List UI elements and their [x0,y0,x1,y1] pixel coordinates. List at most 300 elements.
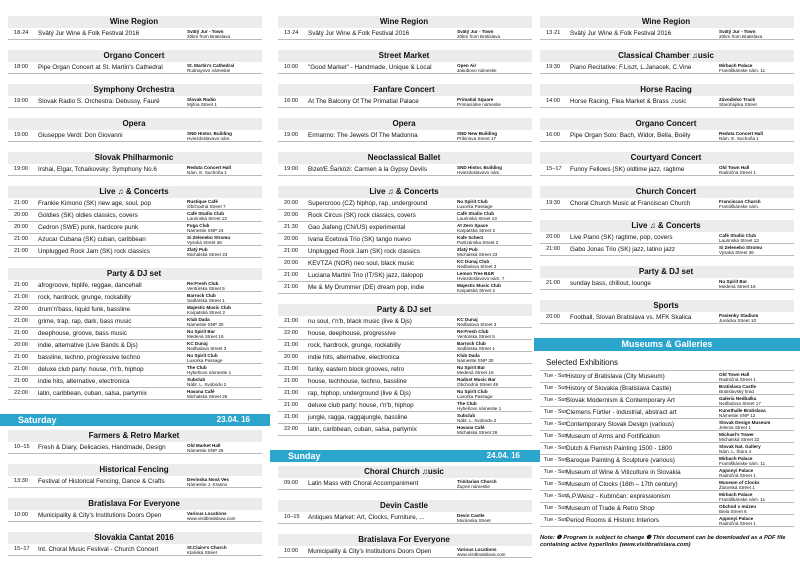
event-venue[interactable] [187,329,262,340]
venue-name: Majestic Music Club [187,304,231,310]
exhibition-venue[interactable] [719,420,794,431]
event-title: deluxe club party: house, r'n'b, hiphop [38,366,144,373]
event-time: 21:00 [14,354,28,360]
venue-address: Karpatská Street 2 [187,309,226,315]
event-venue[interactable] [187,305,262,316]
venue-address: Karpatská Street 2 [457,227,496,233]
event-time: 21:00 [546,280,560,286]
venue-name: Trinitarian Church [457,478,497,484]
venue-name: Museum of Clocks [719,479,760,485]
event-row [278,130,532,142]
venue-address: Nám. E. Suchoňa 1 [719,135,759,141]
venue-name: Primatial Square [457,96,494,102]
section-header [540,152,794,164]
event-venue[interactable] [457,211,532,222]
venue-address: Obchodná Street 48 [457,381,499,387]
section-gap [540,40,794,48]
event-row [8,340,262,352]
event-row [8,304,262,316]
section-gap [540,290,794,298]
venue-name: Franciscan Church [719,198,761,204]
venue-address: Nedbalova Street 3 [187,345,227,351]
event-title: Goldies (SK) oldies classics, covers [38,212,138,219]
event-venue[interactable] [187,211,262,222]
event-title: Unplugged Rock Jam (SK) rock classics [38,248,150,255]
event-venue[interactable] [457,479,532,490]
event-venue[interactable] [457,223,532,234]
section-title: Farmers & Retro Market [88,431,180,440]
event-venue[interactable] [187,235,262,246]
event-venue[interactable] [457,165,532,176]
venue-address: Hviezdoslavovo nám. [187,135,231,141]
event-time: 18·24 [14,30,29,36]
section-gap [8,556,262,564]
exhibition-venue[interactable] [719,444,794,455]
exhibition-title: Slovak Modernism & Contemporary Art [566,397,675,404]
event-venue[interactable] [719,313,794,324]
section-title: Devin Castle [379,501,429,510]
event-venue[interactable] [187,281,262,292]
event-time: 20:00 [284,200,298,206]
event-row [278,270,532,282]
event-row [540,312,794,324]
event-venue[interactable] [187,545,262,556]
exhibition-venue[interactable] [719,480,794,491]
event-title: nu soul, r'n'b, black music (live & Djs) [308,318,412,325]
exhibition-row [540,407,794,419]
exhibition-row [540,491,794,503]
event-row [278,210,532,222]
event-title: Irshai, Elgar, Tchaikovsky: Symphony No.6 [38,166,157,173]
event-venue[interactable] [187,317,262,328]
section-title: Party & DJ set [638,267,694,276]
event-time: 15–17 [14,546,30,552]
section-title: Classical Chamber ♫usic [618,51,714,60]
event-title: Luciana Martini Trio (IT/SK) jazz, italopop [308,272,424,279]
event-venue[interactable] [457,377,532,388]
venue-name: Havana Café [457,424,485,430]
event-time: 21:00 [14,294,28,300]
venue-name: Zlatý Pub [187,246,208,252]
event-venue[interactable] [457,97,532,108]
venue-name: Mirbach Palace [719,455,753,461]
exhibition-venue[interactable] [719,396,794,407]
event-time: 16:00 [284,98,298,104]
event-venue[interactable] [187,377,262,388]
venue-address: Medená Street 16 [187,333,224,339]
exhibition-venue[interactable] [719,408,794,419]
event-title: jungle, ragga, raggajungle, bassline [308,414,408,421]
event-venue[interactable] [457,317,532,328]
event-time: 13·24 [284,30,299,36]
section-gap [8,40,262,48]
venue-address: Sedlárska Street 1 [457,345,495,351]
section-title: Wine Region [641,17,691,26]
footer-note: Note: ❶ Program is subject to change ❶ This document can be downloaded as a PDF file containing active hyperlinks (www.visitbratislava.com) [540,535,786,548]
event-title: afrogroove, hiplife, reggae, dancehall [38,282,142,289]
exhibition-venue[interactable] [719,492,794,503]
event-title: latin, caribbean, cuban, salsa, partymix [308,426,417,433]
event-row [8,316,262,328]
venue-name: Nu Spirit Bar [187,328,216,334]
event-venue[interactable] [719,97,794,108]
section-gap [8,488,262,496]
event-title: Municipality & City's Institutions Doors Open [38,512,162,519]
column-sunday [540,14,794,527]
venue-name: Apponyi Palace [719,515,754,521]
event-time: 21:00 [284,318,298,324]
venue-name: Devínska Nová Ves [187,476,229,482]
venue-address: Primaciálne námestie [457,101,501,107]
event-row [8,130,262,142]
event-venue[interactable] [187,165,262,176]
section-gap [278,524,532,532]
section-header [8,464,262,476]
venue-address: Nábr. L. Svobodu 2 [187,381,227,387]
venue-address: Laurinská Street 13 [719,237,759,243]
event-title: funky, eastern block grooves, retro [308,366,405,373]
exhibition-row [540,383,794,395]
event-venue[interactable] [719,245,794,256]
event-venue[interactable] [457,401,532,412]
event-row [8,198,262,210]
event-row [540,278,794,290]
section-gap [8,258,262,266]
event-row [540,164,794,176]
venue-name: Nu Spirit Bar [719,278,748,284]
venue-address: Námestie SNP 30 [457,357,494,363]
event-title: Svätý Jur Wine & Folk Festival 2016 [308,30,410,37]
venue-address: Ventúrska Street 5 [187,285,225,291]
section-header [278,466,532,478]
exhibition-days: Tue - Sun [544,385,568,391]
event-row [278,340,532,352]
event-time: 20:00 [284,236,298,242]
exhibition-venue[interactable] [719,468,794,479]
event-row [278,234,532,246]
venue-name: Mirbach Palace [719,491,753,497]
event-row [278,376,532,388]
event-row [8,280,262,292]
section-header [540,266,794,278]
event-row [278,478,532,490]
event-row [278,258,532,270]
section-header [540,16,794,28]
venue-name: Kafe Scherz [457,234,484,240]
event-venue[interactable] [457,247,532,258]
event-venue[interactable] [457,271,532,282]
exhibition-days: Tue - Sun [544,397,568,403]
event-time: 19:00 [284,132,298,138]
venue-address: Muránska Street [457,517,491,523]
section-gap [278,176,532,184]
section-gap [278,436,532,444]
venue-address: Jakubovo námestie [457,67,497,73]
venue-name: Lemon Tree B&R [457,270,495,276]
exhibition-venue[interactable] [719,504,794,515]
event-venue[interactable] [187,389,262,400]
event-venue[interactable] [187,247,262,258]
exhibition-title: Dutch & Flemish Painting 1500 - 1800 [566,445,673,452]
event-title: house, techhouse, techno, bassline [308,378,407,385]
event-venue[interactable] [187,353,262,364]
venue-name: St.Claire's Church [187,544,227,550]
section-header [278,304,532,316]
event-venue[interactable] [457,341,532,352]
venue-name: Old Market Hall [187,442,221,448]
venue-address: Luxorka Passage [457,203,493,209]
venue-name: Klub Dada [457,352,480,358]
venue-address: Junácka Street 10 [719,317,757,323]
venue-name: Obchod v múzeu [719,503,757,509]
venue-address: Nedbalova Street 17 [719,400,761,406]
event-title: Slovak Radio S. Orchestra: Debussy, Fauré [38,98,160,105]
venue-address: Hybešovo námestie 1 [187,369,232,375]
event-title: indie hits, alternative, electronica [38,378,130,385]
section-title: Sports [653,301,679,310]
event-venue[interactable] [187,223,262,234]
venue-address: Obchodná Street 7 [187,203,226,209]
section-gap [8,142,262,150]
section-header [8,16,262,28]
section-header [8,430,262,442]
event-row [8,210,262,222]
section-gap [540,324,794,332]
column-friday [8,14,262,564]
venue-address: Františkánske nám. 11 [719,67,766,73]
event-title: Horse Racing, Flea Market & Brass ♫usic [570,98,687,105]
exhibition-row [540,479,794,491]
venue-address: Laurinská Street 13 [457,215,497,221]
exhibition-title: A.P.Weisz - Kubínčan: expressionism [566,493,671,500]
day-header [0,414,270,426]
event-venue[interactable] [187,477,262,488]
exhibition-row [540,467,794,479]
venue-address: Hviezdoslavovo nám. 7 [457,275,505,281]
venue-address: Karpatská Street 2 [457,287,496,293]
event-venue[interactable] [187,293,262,304]
event-row [8,62,262,74]
event-venue[interactable] [719,279,794,290]
venue-name: Open Air [457,62,477,68]
exhibition-days: Tue - Sun [544,517,568,523]
event-venue[interactable] [719,233,794,244]
event-time: 21:00 [284,414,298,420]
event-row [540,232,794,244]
event-time: 21:00 [284,342,298,348]
event-row [8,96,262,108]
event-time: 19:30 [546,64,560,70]
exhibition-venue[interactable] [719,372,794,383]
event-time: 19:00 [14,98,28,104]
venue-address: Radničná Street 1 [719,520,756,526]
event-venue[interactable] [719,29,794,40]
section-title: Slovak Philharmonic [94,153,174,162]
event-title: rock, hardrock, grunge, rockabilly [38,294,131,301]
section-header [278,50,532,62]
event-time: 21:00 [14,236,28,242]
event-venue[interactable] [457,199,532,210]
event-title: Rock Circus (SK) rock classics, covers [308,212,416,219]
venue-name: Bratislava Castle [719,383,757,389]
venue-address: Luxorka Passage [187,357,223,363]
event-venue[interactable] [187,29,262,40]
event-row [8,476,262,488]
section-header [8,498,262,510]
venue-address: 20km from Bratislava [719,33,763,39]
venue-name: Nu Spirit Club [457,388,488,394]
exhibition-days: Tue - Sun [544,457,568,463]
venue-address: Námestie SNP 12 [719,412,756,418]
event-time: 20:00 [546,314,560,320]
event-time: 19:30 [546,200,560,206]
event-time: 21:00 [14,378,28,384]
event-row [8,510,262,522]
event-venue[interactable] [457,235,532,246]
event-row [8,246,262,258]
section-header [278,84,532,96]
event-time: 21:00 [284,272,298,278]
venue-address: Ventúrska Street 5 [457,333,495,339]
event-time: 20:00 [14,224,28,230]
section-gap [278,40,532,48]
event-title: Funny Fellows (SK) oldtime jazz, ragtime [570,166,685,173]
event-venue[interactable] [187,365,262,376]
venue-address: Pribinova Street 17 [457,135,497,141]
exhibition-row [540,443,794,455]
exhibition-venue[interactable] [719,384,794,395]
event-row [278,512,532,524]
section-header [8,84,262,96]
venue-name: Nu Spirit Bar [457,364,486,370]
exhibition-days: Tue - Sun [544,409,568,415]
venue-address: Medená Street 16 [719,283,756,289]
event-time: 21:00 [284,248,298,254]
event-venue[interactable] [457,365,532,376]
event-row [278,364,532,376]
event-time: 20:00 [284,212,298,218]
section-header [8,268,262,280]
event-row [278,222,532,234]
event-venue[interactable] [457,353,532,364]
event-title: KEVTZA (NOR) neo soul, black music [308,260,415,267]
exhibition-title: Contemporary Slovak Design (various) [566,421,675,428]
section-title: Party & DJ set [106,269,162,278]
event-venue[interactable] [457,29,532,40]
venue-name: St. Martin's Cathedral [187,62,235,68]
venue-address: Námestie SNP 30 [187,321,224,327]
section-gap [278,294,532,302]
exhibition-days: Tue - Sun [544,445,568,451]
event-venue[interactable] [719,131,794,142]
event-time: 21:00 [14,248,28,254]
event-row [8,234,262,246]
event-row [540,198,794,210]
venue-name: Závodisko Track [719,96,756,102]
event-venue[interactable] [719,63,794,74]
venue-name: Re:Fresh Club [457,328,489,334]
event-venue[interactable] [719,165,794,176]
venue-address: Laurinská Street 13 [187,215,227,221]
event-venue[interactable] [457,259,532,270]
section-title: Church Concert [635,187,697,196]
event-venue[interactable] [187,199,262,210]
event-venue[interactable] [187,443,262,454]
section-title: Street Market [378,51,430,60]
event-title: indie, alternative (Live Bands & Djs) [38,342,138,349]
venue-name: Café Studio Club [719,232,757,238]
event-title: Svätý Jur Wine & Folk Festival 2016 [38,30,140,37]
event-venue[interactable] [187,131,262,142]
section-gap [8,176,262,184]
event-venue[interactable] [457,283,532,294]
event-time: 21:00 [14,200,28,206]
exhibition-venue[interactable] [719,456,794,467]
section-header [278,152,532,164]
venue-name: Svätý Jur - Town [187,28,224,34]
event-row [278,424,532,436]
venue-address: Michalská Street 23 [187,251,228,257]
exhibition-venue[interactable] [719,432,794,443]
event-title: Festival of Historical Fencing, Dance & Crafts [38,478,165,485]
venue-address: Radničná Street 1 [719,472,756,478]
exhibition-title: Period Rooms & Historic Interiors [566,517,660,524]
venue-name: KC Dunaj Club [457,258,490,264]
event-venue[interactable] [457,329,532,340]
exhibition-title: History of Slovakia (Bratislava Castle) [566,385,672,392]
event-time: 21:00 [14,330,28,336]
event-time: 22:00 [284,330,298,336]
event-venue[interactable] [457,413,532,424]
event-time: 21:00 [284,366,298,372]
event-venue[interactable] [457,63,532,74]
exhibition-days: Tue - Sun [544,481,568,487]
venue-address: Nedbalova Street 3 [457,321,497,327]
venue-name: Subclub [457,412,476,418]
event-time: 10:00 [284,548,298,554]
exhibition-days: Tue - Sun [544,493,568,499]
section-gap [278,490,532,498]
event-venue[interactable] [457,131,532,142]
section-header [540,300,794,312]
event-venue[interactable] [187,341,262,352]
event-venue[interactable] [457,389,532,400]
event-venue[interactable] [187,63,262,74]
exhibition-days: Tue - Sun [544,469,568,475]
event-time: 10–15 [284,514,300,520]
venue-address: Nábr. L. Svobodu 2 [457,417,497,423]
event-venue[interactable] [457,513,532,524]
event-venue[interactable] [187,97,262,108]
event-row [278,164,532,176]
event-venue[interactable] [187,511,262,522]
event-time: 18:00 [14,64,28,70]
event-venue[interactable] [457,425,532,436]
venue-name: Pasienky Stadium [719,312,759,318]
event-venue[interactable] [457,547,532,558]
venue-name: Re:Fresh Club [187,280,219,286]
day-header [270,450,540,462]
section-title: Live ♫ & Concerts [99,187,169,196]
section-header [540,118,794,130]
section-title: Opera [122,119,146,128]
event-title: Azucar Cubana (SK) cuban, caribbean [38,236,146,243]
venue-address: Biela Street 6 [719,508,747,514]
event-row [278,62,532,74]
event-venue[interactable] [719,199,794,210]
section-title: Bratislava For Everyone [88,499,180,508]
exhibition-venue[interactable] [719,516,794,527]
